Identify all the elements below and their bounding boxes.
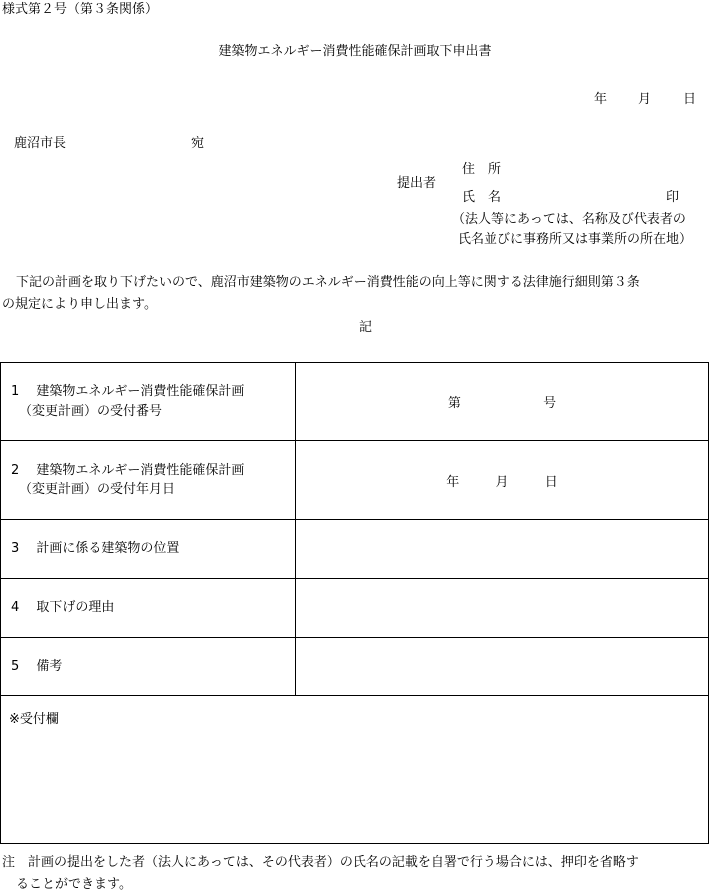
receipt-number-field[interactable] bbox=[296, 363, 709, 441]
footnote-line2: ることができます。 bbox=[16, 877, 132, 892]
reception-field[interactable] bbox=[1, 696, 709, 844]
addressee-name: 鹿沼市長 bbox=[14, 136, 67, 151]
row-label bbox=[1, 638, 296, 696]
submitter-note-line1: （法人等にあっては、名称及び代表者の bbox=[452, 212, 686, 227]
body-line1: 下記の計画を取り下げたいので、鹿沼市建築物のエネルギー消費性能の向上等に関する法律施行細則第３条 bbox=[16, 275, 640, 290]
submitter-label: 提出者 bbox=[397, 176, 437, 191]
address-label: 住 所 bbox=[462, 162, 502, 177]
date-month-label: 月 bbox=[638, 92, 652, 107]
addressee-suffix: 宛 bbox=[191, 136, 205, 151]
table-row bbox=[1, 520, 709, 579]
footnote-line1: 注 計画の提出をした者（法人にあっては、その代表者）の氏名の記載を自署で行う場合には、押印を省略す bbox=[2, 855, 639, 870]
table-row bbox=[1, 441, 709, 520]
submitter-note-line2: 氏名並びに事務所又は事業所の所在地） bbox=[458, 232, 693, 247]
table-row bbox=[1, 638, 709, 696]
row-label-line1: 建築物エネルギー消費性能確保計画 bbox=[36, 462, 245, 478]
name-label: 氏 名 bbox=[462, 190, 502, 205]
row-label bbox=[1, 441, 296, 520]
row-label bbox=[1, 579, 296, 638]
receipt-date-year: 年 bbox=[446, 474, 460, 490]
document-title: 建築物エネルギー消費性能確保計画取下申出書 bbox=[218, 44, 492, 59]
receipt-number-suffix: 号 bbox=[543, 396, 557, 411]
date-day-label: 日 bbox=[683, 92, 697, 107]
row-number: 2 bbox=[11, 462, 20, 478]
reception-label: ※受付欄 bbox=[9, 712, 59, 727]
body-line2: の規定により申し出ます。 bbox=[2, 297, 157, 312]
table-row bbox=[1, 696, 709, 844]
form-number: 様式第２号（第３条関係） bbox=[2, 2, 159, 17]
withdrawal-reason-field[interactable] bbox=[296, 579, 709, 638]
row-number: 5 bbox=[11, 658, 20, 674]
table-row bbox=[1, 363, 709, 441]
row-label-line1: 建築物エネルギー消費性能確保計画 bbox=[36, 384, 245, 399]
row-number: 1 bbox=[11, 384, 20, 399]
row-label bbox=[1, 363, 296, 441]
date-year-label: 年 bbox=[594, 92, 608, 107]
row-label-line1: 計画に係る建築物の位置 bbox=[36, 541, 180, 557]
table-row bbox=[1, 579, 709, 638]
receipt-date-day: 日 bbox=[544, 474, 558, 490]
seal-label: 印 bbox=[666, 190, 680, 205]
building-location-field[interactable] bbox=[296, 520, 709, 579]
request-table bbox=[0, 362, 709, 844]
row-label-line2: （変更計画）の受付年月日 bbox=[19, 482, 176, 497]
remarks-field[interactable] bbox=[296, 638, 709, 696]
ki-label: 記 bbox=[359, 320, 373, 335]
row-label-line2: （変更計画）の受付番号 bbox=[19, 403, 163, 419]
receipt-date-month: 月 bbox=[495, 474, 509, 490]
receipt-number-prefix: 第 bbox=[447, 396, 461, 411]
row-number: 3 bbox=[11, 541, 20, 557]
row-number: 4 bbox=[11, 600, 20, 616]
receipt-date-field[interactable] bbox=[296, 441, 709, 520]
row-label-line1: 取下げの理由 bbox=[36, 600, 115, 616]
row-label-line1: 備考 bbox=[36, 658, 63, 674]
row-label bbox=[1, 520, 296, 579]
